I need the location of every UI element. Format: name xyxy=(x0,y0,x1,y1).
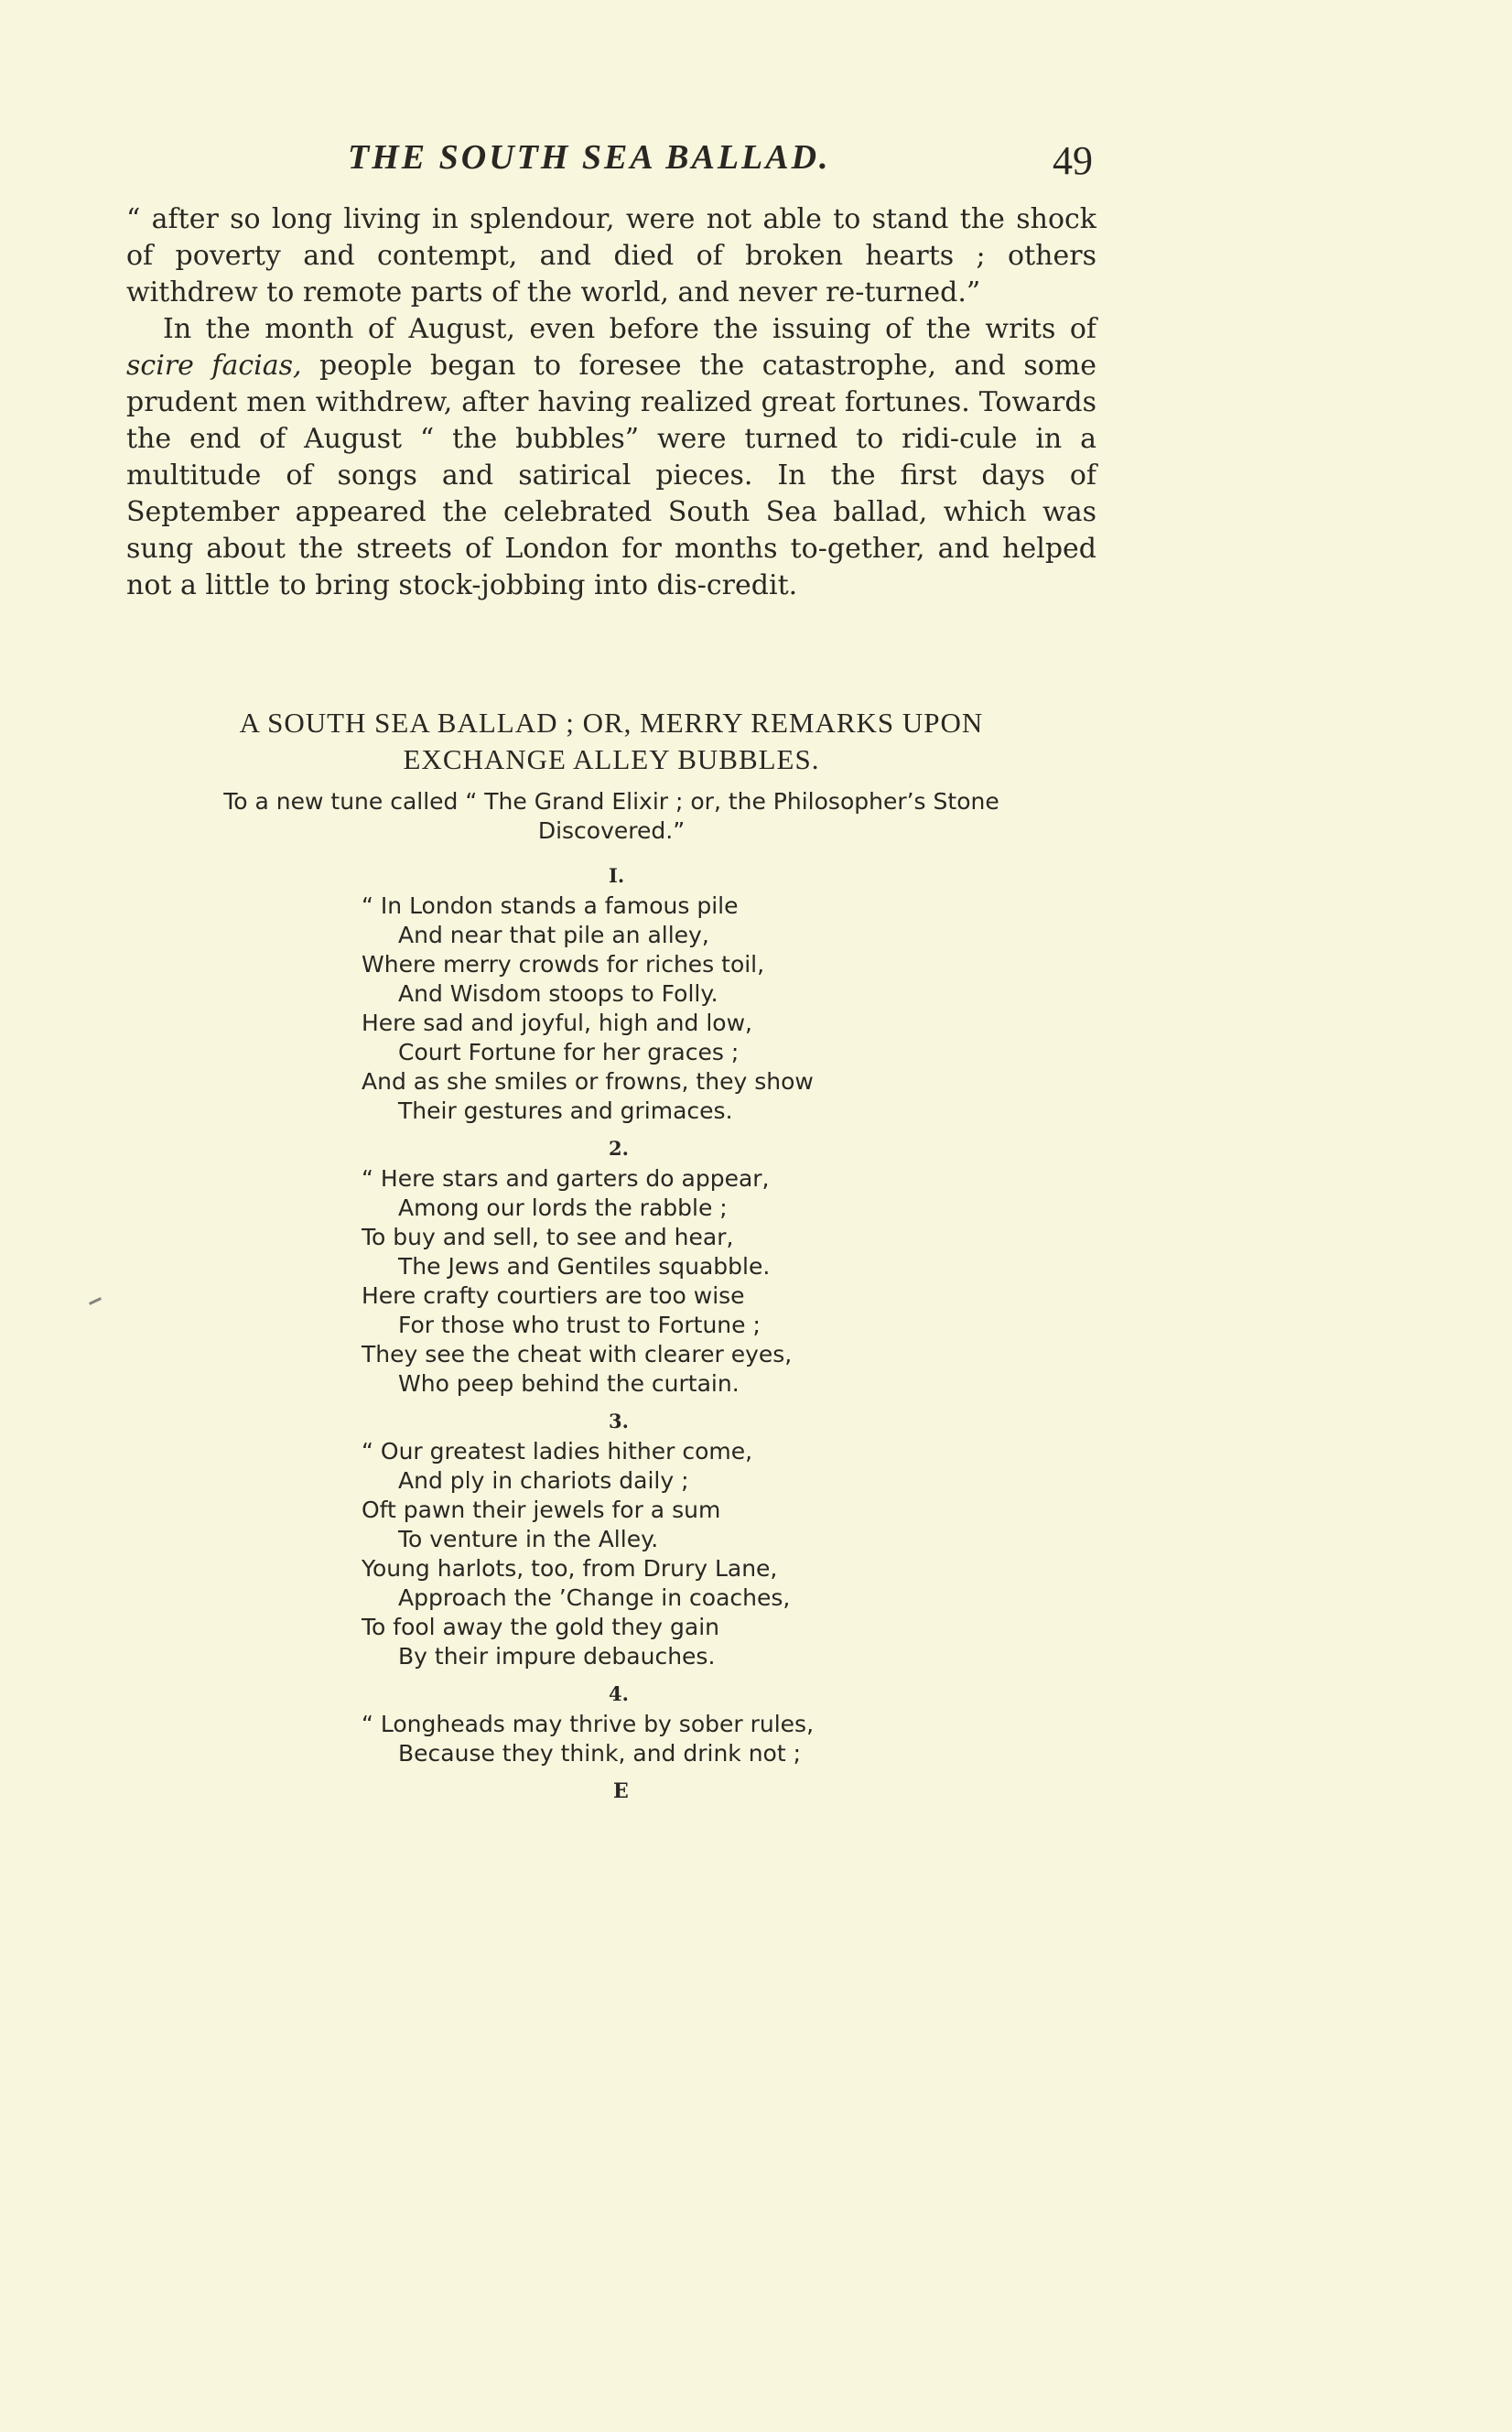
verse-line: They see the cheat with clearer eyes, xyxy=(362,1341,793,1367)
stray-ink-mark xyxy=(89,1297,102,1305)
verse-line: To fool away the gold they gain xyxy=(362,1614,720,1640)
signature-mark: E xyxy=(613,1779,629,1803)
stanza-1 xyxy=(362,862,1002,1126)
verse-line: And ply in chariots daily ; xyxy=(398,1467,689,1494)
verse-line: For those who trust to Fortune ; xyxy=(398,1312,761,1338)
ballad-stanzas xyxy=(362,862,1002,1805)
verse-line: Where merry crowds for riches toil, xyxy=(362,951,765,978)
verse-line: Approach the ’Change in coaches, xyxy=(398,1584,791,1611)
prose-paragraph-1: “ after so long living in splendour, were not able to stand the shock of poverty and contempt, and died of broken hearts ; others withdrew to remote parts of the world, and never re-turned.” xyxy=(126,203,1096,308)
stanza-4 xyxy=(362,1681,1002,1768)
verse-line: And Wisdom stoops to Folly. xyxy=(398,980,718,1007)
verse-line: “ Our greatest ladies hither come, xyxy=(362,1438,753,1465)
stanza-3 xyxy=(362,1408,1002,1671)
stanza-number: I. xyxy=(609,864,625,887)
prose-paragraph-2-start: In the month of August, even before the issuing of the writs of xyxy=(163,313,1096,345)
prose-italic-phrase: scire facias, xyxy=(126,350,302,382)
prose-body xyxy=(126,201,1096,604)
stanza-number: 4. xyxy=(609,1682,629,1705)
verse-line: “ Here stars and garters do appear, xyxy=(362,1165,770,1192)
verse-line: “ In London stands a famous pile xyxy=(362,892,739,919)
verse-line: Among our lords the rabble ; xyxy=(398,1194,728,1221)
running-head: THE SOUTH SEA BALLAD. xyxy=(348,138,831,177)
verse-line: Oft pawn their jewels for a sum xyxy=(362,1497,721,1523)
stanza-number: 3. xyxy=(609,1410,629,1432)
page-number: 49 xyxy=(1053,138,1093,183)
prose-paragraph-2 xyxy=(126,311,1096,604)
verse-line: And as she smiles or frowns, they show xyxy=(362,1068,814,1095)
ballad-subtitle-line-2: Discovered.” xyxy=(537,817,686,844)
verse-line: By their impure debauches. xyxy=(398,1643,716,1670)
verse-line: Their gestures and grimaces. xyxy=(398,1097,733,1124)
verse-line: To venture in the Alley. xyxy=(398,1526,659,1552)
ballad-subtitle xyxy=(126,787,1096,846)
ballad-title-line-2: EXCHANGE ALLEY BUBBLES. xyxy=(403,743,820,775)
verse-line: Court Fortune for her graces ; xyxy=(398,1039,740,1065)
verse-line: Who peep behind the curtain. xyxy=(398,1370,740,1397)
stanza-2 xyxy=(362,1135,1002,1399)
verse-line: Because they think, and drink not ; xyxy=(398,1740,802,1767)
ballad-title xyxy=(126,705,1096,778)
ballad-subtitle-line-1: To a new tune called “ The Grand Elixir ; or, the Philosopher’s Stone xyxy=(223,788,999,815)
verse-line: Here crafty courtiers are too wise xyxy=(362,1282,745,1309)
prose-paragraph-2-rest: people began to foresee the catastrophe, and some prudent men withdrew, after having realized great fortunes. Towards the end of August “ the bubbles” were turned to ridi-cule in a multitude of songs and satirical pieces. In the first days of September appeared the celebrated South Sea ballad, which was sung about the streets of London for months to-gether, and helped not a little to bring stock-jobbing into dis-credit. xyxy=(126,350,1096,601)
verse-line: And near that pile an alley, xyxy=(398,922,709,948)
verse-line: Here sad and joyful, high and low, xyxy=(362,1010,752,1036)
stanza-number: 2. xyxy=(609,1137,629,1160)
ballad-title-line-1: A SOUTH SEA BALLAD ; OR, MERRY REMARKS UPON xyxy=(239,707,984,739)
verse-line: To buy and sell, to see and hear, xyxy=(362,1224,734,1250)
verse-line: The Jews and Gentiles squabble. xyxy=(398,1253,771,1280)
verse-line: “ Longheads may thrive by sober rules, xyxy=(362,1711,815,1737)
verse-line: Young harlots, too, from Drury Lane, xyxy=(362,1555,778,1582)
